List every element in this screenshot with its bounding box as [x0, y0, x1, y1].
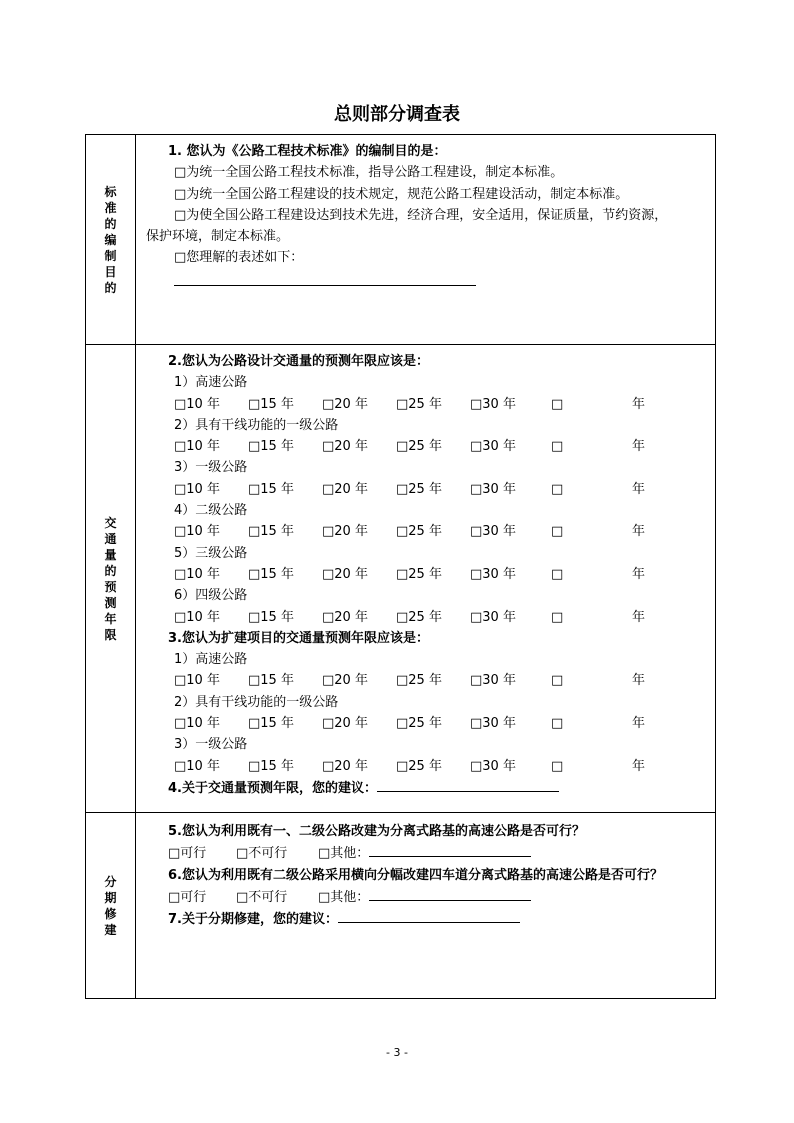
- question-2: 2.您认为公路设计交通量的预测年限应该是：: [168, 354, 429, 369]
- year-checkbox[interactable]: □25 年: [396, 524, 442, 540]
- year-checkbox[interactable]: □: [551, 758, 564, 774]
- year-choice-row: [146, 756, 709, 777]
- year-checkbox[interactable]: □: [551, 566, 564, 582]
- year-checkbox[interactable]: □20 年: [322, 481, 368, 497]
- year-unit-label: 年: [632, 673, 646, 689]
- option-1c-continued: 保护环境，制定本标准。: [146, 229, 290, 245]
- year-checkbox[interactable]: □: [551, 673, 564, 689]
- year-unit-label: 年: [632, 716, 646, 732]
- year-checkbox[interactable]: □10 年: [174, 396, 220, 412]
- year-checkbox[interactable]: □30 年: [470, 758, 516, 774]
- year-checkbox[interactable]: □25 年: [396, 716, 442, 732]
- year-checkbox[interactable]: □15 年: [248, 609, 294, 625]
- question-3: 3.您认为扩建项目的交通量预测年限应该是：: [168, 630, 429, 646]
- year-unit-label: 年: [632, 396, 646, 412]
- option-1a[interactable]: □为统一全国公路工程技术标准，指导公路工程建设，制定本标准。: [174, 165, 564, 181]
- year-checkbox[interactable]: □20 年: [322, 716, 368, 732]
- option-1b[interactable]: □为统一全国公路工程建设的技术规定，规范公路工程建设活动，制定本标准。: [174, 186, 629, 202]
- year-checkbox[interactable]: □: [551, 524, 564, 540]
- choice-other[interactable]: □其他：: [318, 846, 370, 862]
- answer-line-1[interactable]: [174, 271, 476, 286]
- road-class-label: 2）具有干线功能的一级公路: [174, 417, 339, 433]
- year-unit-label: 年: [632, 609, 646, 625]
- road-class-label: 2）具有干线功能的一级公路: [174, 694, 339, 710]
- road-class-label: 3）一级公路: [174, 737, 248, 753]
- year-checkbox[interactable]: □20 年: [322, 566, 368, 582]
- year-unit-label: 年: [632, 481, 646, 497]
- year-choice-row: [146, 670, 709, 691]
- year-checkbox[interactable]: □: [551, 396, 564, 412]
- year-choice-row: [146, 479, 709, 500]
- question-1: 1. 您认为《公路工程技术标准》的编制目的是：: [168, 144, 447, 159]
- section-content-forecast: [136, 345, 716, 813]
- road-class-label: 4）二级公路: [174, 503, 248, 519]
- year-choice-row: [146, 564, 709, 585]
- choice-infeasible[interactable]: □不可行: [236, 889, 288, 905]
- year-checkbox[interactable]: □: [551, 481, 564, 497]
- year-checkbox[interactable]: □15 年: [248, 566, 294, 582]
- year-checkbox[interactable]: □10 年: [174, 566, 220, 582]
- year-checkbox[interactable]: □: [551, 609, 564, 625]
- road-class-label: 3）一级公路: [174, 460, 248, 476]
- choice-other[interactable]: □其他：: [318, 889, 370, 905]
- year-checkbox[interactable]: □15 年: [248, 439, 294, 455]
- year-checkbox[interactable]: □10 年: [174, 758, 220, 774]
- year-checkbox[interactable]: □25 年: [396, 673, 442, 689]
- option-1c[interactable]: □为使全国公路工程建设达到技术先进，经济合理，安全适用，保证质量，节约资源，: [174, 207, 668, 223]
- year-checkbox[interactable]: □30 年: [470, 716, 516, 732]
- page-title: 总则部分调查表: [334, 104, 460, 125]
- year-choice-row: [146, 607, 709, 628]
- year-checkbox[interactable]: □30 年: [470, 673, 516, 689]
- section-label-staged: 分期修建: [86, 813, 136, 999]
- year-checkbox[interactable]: □10 年: [174, 481, 220, 497]
- question-5: 5.您认为利用既有一、二级公路改建为分离式路基的高速公路是否可行？: [168, 824, 585, 839]
- choice-infeasible[interactable]: □不可行: [236, 846, 288, 862]
- choice-feasible[interactable]: □可行: [168, 846, 207, 862]
- question-6: 6.您认为利用既有二级公路采用横向分幅改建四车道分离式路基的高速公路是否可行？: [168, 867, 663, 883]
- year-choice-row: [146, 713, 709, 734]
- year-checkbox[interactable]: □10 年: [174, 716, 220, 732]
- choices-q5: [146, 842, 709, 864]
- question-7: 7.关于分期修建，您的建议：: [146, 908, 709, 930]
- section-label-purpose: 标准的编制目的: [86, 135, 136, 345]
- year-checkbox[interactable]: □15 年: [248, 481, 294, 497]
- year-checkbox[interactable]: □25 年: [396, 758, 442, 774]
- year-checkbox[interactable]: □30 年: [470, 609, 516, 625]
- option-1d[interactable]: □您理解的表述如下：: [174, 250, 304, 266]
- year-checkbox[interactable]: □30 年: [470, 481, 516, 497]
- year-checkbox[interactable]: □20 年: [322, 396, 368, 412]
- year-checkbox[interactable]: □25 年: [396, 566, 442, 582]
- year-unit-label: 年: [632, 758, 646, 774]
- year-checkbox[interactable]: □30 年: [470, 524, 516, 540]
- year-checkbox[interactable]: □25 年: [396, 396, 442, 412]
- section-label-forecast: 交通量的预测年限: [86, 345, 136, 813]
- section-content-staged: [136, 813, 716, 999]
- year-checkbox[interactable]: □15 年: [248, 716, 294, 732]
- year-choice-row: [146, 521, 709, 542]
- year-checkbox[interactable]: □10 年: [174, 524, 220, 540]
- year-checkbox[interactable]: □: [551, 716, 564, 732]
- year-checkbox[interactable]: □10 年: [174, 673, 220, 689]
- year-checkbox[interactable]: □25 年: [396, 439, 442, 455]
- year-checkbox[interactable]: □: [551, 439, 564, 455]
- year-checkbox[interactable]: □25 年: [396, 481, 442, 497]
- year-checkbox[interactable]: □15 年: [248, 396, 294, 412]
- survey-table: [85, 134, 716, 999]
- year-unit-label: 年: [632, 566, 646, 582]
- year-checkbox[interactable]: □15 年: [248, 524, 294, 540]
- page-number: - 3 -: [386, 1046, 408, 1059]
- question-4: 4.关于交通量预测年限，您的建议：: [146, 777, 709, 799]
- year-checkbox[interactable]: □15 年: [248, 758, 294, 774]
- year-unit-label: 年: [632, 439, 646, 455]
- year-checkbox[interactable]: □30 年: [470, 439, 516, 455]
- other-line-q6[interactable]: [369, 886, 531, 901]
- year-checkbox[interactable]: □10 年: [174, 609, 220, 625]
- choices-q6: [146, 886, 709, 908]
- year-checkbox[interactable]: □15 年: [248, 673, 294, 689]
- road-class-label: 1）高速公路: [174, 375, 248, 391]
- year-checkbox[interactable]: □20 年: [322, 758, 368, 774]
- road-class-label: 6）四级公路: [174, 588, 248, 604]
- choice-feasible[interactable]: □可行: [168, 889, 207, 905]
- year-checkbox[interactable]: □25 年: [396, 609, 442, 625]
- section-content-purpose: [136, 135, 716, 345]
- year-checkbox[interactable]: □30 年: [470, 396, 516, 412]
- year-checkbox[interactable]: □30 年: [470, 566, 516, 582]
- suggestion-line-q4[interactable]: [377, 777, 559, 792]
- other-line-q5[interactable]: [369, 842, 531, 857]
- year-checkbox[interactable]: □20 年: [322, 439, 368, 455]
- year-unit-label: 年: [632, 524, 646, 540]
- road-class-label: 5）三级公路: [174, 545, 248, 561]
- year-choice-row: [146, 394, 709, 415]
- suggestion-line-q7[interactable]: [338, 908, 520, 923]
- year-checkbox[interactable]: □20 年: [322, 524, 368, 540]
- year-checkbox[interactable]: □10 年: [174, 439, 220, 455]
- year-checkbox[interactable]: □20 年: [322, 673, 368, 689]
- year-checkbox[interactable]: □20 年: [322, 609, 368, 625]
- year-choice-row: [146, 436, 709, 457]
- road-class-label: 1）高速公路: [174, 652, 248, 668]
